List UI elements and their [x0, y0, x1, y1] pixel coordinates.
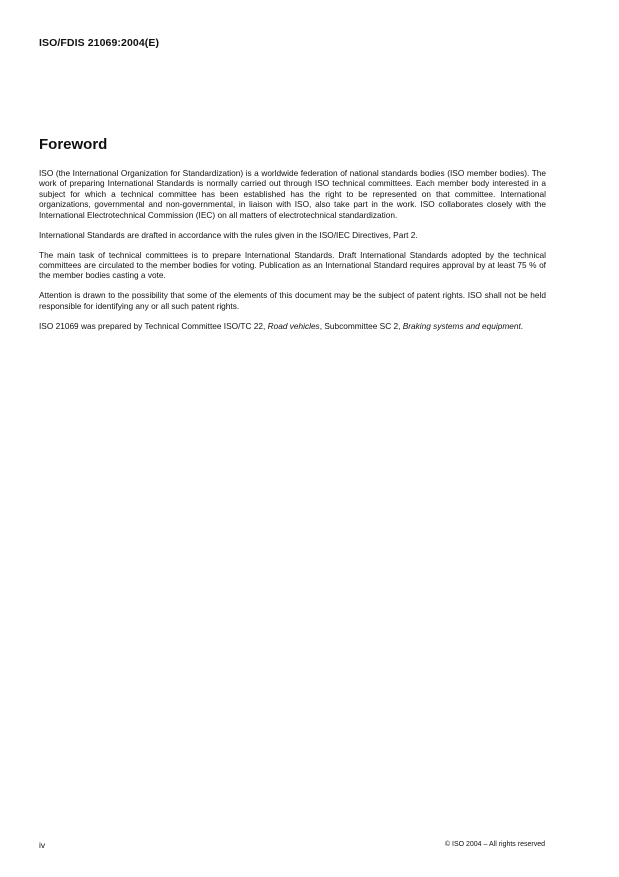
paragraph-preparation: [39, 321, 546, 331]
copyright-notice: © ISO 2004 – All rights reserved: [444, 841, 545, 848]
preparation-text-3: .: [520, 320, 524, 331]
document-id-header: ISO/FDIS 21069:2004(E): [39, 37, 160, 49]
paragraph-patent-rights: Attention is drawn to the possibility that some of the elements of this document may be the subject of patent rights. ISO shall not be held responsible for identifying any or all such patent rights.: [39, 290, 546, 311]
preparation-text-1: ISO 21069 was prepared by Technical Committee ISO/TC 22,: [39, 320, 268, 331]
section-title: Foreword: [39, 136, 108, 153]
paragraph-directives: International Standards are drafted in accordance with the rules given in the ISO/IEC Directives, Part 2.: [39, 229, 418, 240]
page-number: iv: [39, 840, 46, 850]
foreword-body: [39, 168, 546, 341]
paragraph-iso-intro: ISO (the International Organization for Standardization) is a worldwide federation of national standards bodies (ISO member bodies). The work of preparing International Standards is normally carried out through ISO technical committees. Each member body interested in a subject for which a technical committee has been established has the right to be represented on that committee. International organizations, governmental and non-governmental, in liaison with ISO, also take part in the work. ISO collaborates closely with the International Electrotechnical Commission (IEC) on all matters of electrotechnical standardization.: [39, 168, 546, 220]
preparation-text-2: , Subcommittee SC 2,: [319, 320, 403, 331]
committee-title: Road vehicles: [267, 320, 320, 331]
paragraph-committees-task: The main task of technical committees is to prepare International Standards. Draft International Standards adopted by the technical committees are circulated to the member bodies for voting. Publication as an International Standard requires approval by at least 75 % of the member bodies casting a vote.: [39, 249, 546, 281]
subcommittee-title: Braking systems and equipment: [402, 320, 521, 331]
